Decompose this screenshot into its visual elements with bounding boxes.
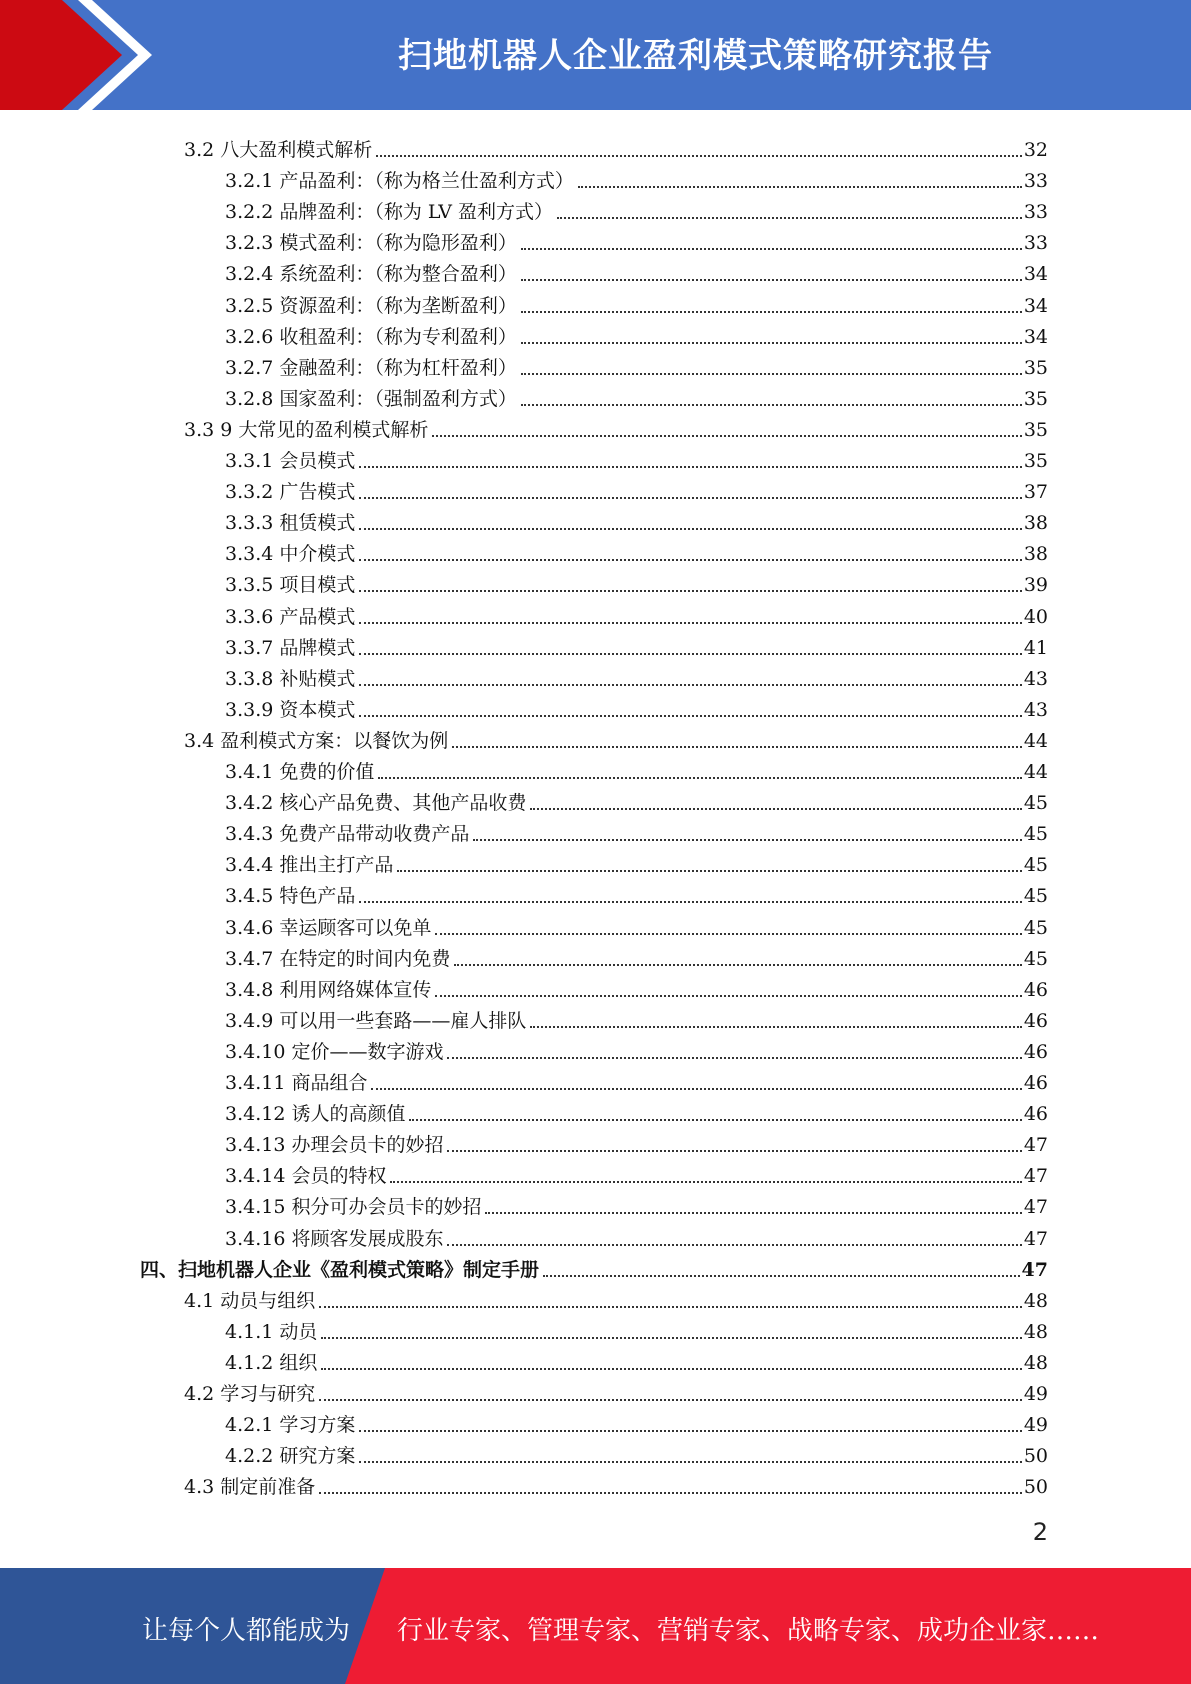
toc-entry-page: 47 [1023, 1227, 1048, 1250]
page-header [0, 0, 1191, 110]
toc-leader-dots [359, 879, 1021, 903]
toc-entry-page: 45 [1023, 947, 1048, 970]
toc-leader-dots [319, 1284, 1022, 1308]
toc-entry-label: 3.4.13 办理会员卡的妙招 [225, 1134, 444, 1157]
toc-entry[interactable] [225, 161, 1048, 192]
toc-entry-page: 46 [1023, 978, 1048, 1001]
toc-entry-page: 48 [1023, 1320, 1048, 1343]
toc-leader-dots [359, 1439, 1021, 1463]
toc-entry[interactable] [225, 379, 1048, 410]
toc-entry-label: 4.2.2 研究方案 [225, 1445, 356, 1468]
toc-entry-page: 49 [1023, 1414, 1048, 1437]
toc-leader-dots [521, 320, 1022, 344]
toc-entry[interactable] [225, 908, 1048, 939]
toc-entry-label: 3.3.5 项目模式 [225, 574, 356, 597]
toc-entry[interactable] [225, 1125, 1048, 1156]
toc-leader-dots [319, 1470, 1022, 1494]
toc-entry-label: 3.3.3 租赁模式 [225, 512, 356, 535]
toc-entry-label: 3.4.2 核心产品免费、其他产品收费 [225, 792, 527, 815]
toc-entry-page: 48 [1023, 1351, 1048, 1374]
toc-entry[interactable] [225, 597, 1048, 628]
toc-leader-dots [452, 724, 1022, 748]
toc-entry[interactable] [225, 659, 1048, 690]
toc-entry[interactable] [184, 721, 1048, 752]
toc-entry-page: 37 [1023, 481, 1048, 504]
toc-entry-label: 3.4 盈利模式方案：以餐饮为例 [184, 729, 449, 752]
toc-entry-page: 34 [1023, 263, 1048, 286]
toc-entry-label: 3.4.15 积分可办会员卡的妙招 [225, 1196, 482, 1219]
toc-entry[interactable] [225, 970, 1048, 1001]
toc-leader-dots [447, 1035, 1021, 1059]
toc-entry[interactable] [225, 192, 1048, 223]
toc-entry-label: 3.4.11 商品组合 [225, 1072, 368, 1094]
toc-entry-label: 3.3.8 补贴模式 [225, 667, 356, 690]
toc-entry[interactable] [184, 1281, 1048, 1312]
toc-entry-label: 4.2 学习与研究 [184, 1383, 316, 1405]
toc-entry-label: 3.3.4 中介模式 [225, 543, 356, 566]
toc-entry[interactable] [225, 472, 1048, 503]
toc-leader-dots [371, 1066, 1021, 1090]
toc-entry[interactable] [225, 317, 1048, 348]
toc-entry-label: 4.1 动员与组织 [184, 1289, 316, 1312]
toc-leader-dots [543, 1253, 1020, 1277]
toc-leader-dots [376, 133, 1022, 157]
report-title: 扫地机器人企业盈利模式策略研究报告 [398, 36, 993, 76]
toc-entry[interactable] [225, 1219, 1048, 1250]
toc-leader-dots [521, 351, 1022, 375]
toc-leader-dots [378, 755, 1021, 779]
toc-entry[interactable] [225, 1436, 1048, 1467]
toc-entry[interactable] [225, 441, 1048, 472]
toc-entry-page: 45 [1023, 916, 1048, 939]
toc-leader-dots [359, 662, 1021, 686]
footer-slogan-left: 让每个人都能成为 [142, 1616, 351, 1646]
toc-entry-page: 44 [1023, 761, 1048, 783]
toc-leader-dots [359, 1408, 1021, 1432]
toc-entry-label: 3.3.2 广告模式 [225, 481, 356, 504]
toc-leader-dots [578, 164, 1022, 188]
toc-entry-label: 3.4.3 免费产品带动收费产品 [225, 823, 470, 846]
toc-leader-dots [321, 1346, 1021, 1370]
toc-entry-page: 45 [1023, 792, 1048, 815]
toc-entry-label: 3.2.5 资源盈利：（称为垄断盈利） [225, 294, 517, 317]
toc-entry[interactable] [225, 1032, 1048, 1063]
toc-entry-page: 39 [1023, 574, 1048, 597]
toc-leader-dots [359, 444, 1021, 468]
toc-entry-label: 3.4.8 利用网络媒体宣传 [225, 978, 432, 1001]
page-footer [0, 1568, 1191, 1684]
toc-entry[interactable] [225, 752, 1048, 783]
toc-entry-page: 38 [1023, 512, 1048, 535]
toc-entry-page: 47 [1023, 1196, 1048, 1219]
toc-entry-label: 3.4.14 会员的特权 [225, 1165, 387, 1188]
toc-leader-dots [432, 413, 1021, 437]
page-number: 2 [1032, 1518, 1048, 1546]
toc-entry[interactable] [225, 534, 1048, 565]
toc-entry-page: 47 [1023, 1165, 1048, 1188]
toc-entry[interactable] [225, 1187, 1048, 1218]
toc-entry-page: 45 [1023, 885, 1048, 908]
toc-entry-label: 4.1.2 组织 [225, 1351, 318, 1374]
toc-leader-dots [359, 475, 1021, 499]
toc-entry[interactable] [184, 1374, 1048, 1405]
toc-entry-label: 3.4.16 将顾客发展成股东 [225, 1227, 444, 1250]
toc-entry-page: 46 [1023, 1103, 1048, 1126]
toc-entry-page: 46 [1023, 1040, 1048, 1063]
toc-entry[interactable] [225, 1001, 1048, 1032]
toc-entry-label: 3.3.6 产品模式 [225, 605, 356, 628]
toc-entry[interactable] [225, 845, 1048, 876]
toc-leader-dots [390, 1159, 1021, 1183]
toc-entry-page: 35 [1023, 387, 1048, 410]
toc-entry-label: 3.2.7 金融盈利：（称为杠杆盈利） [225, 356, 517, 379]
toc-entry-label: 3.3.7 品牌模式 [225, 636, 356, 659]
toc-leader-dots [530, 786, 1021, 810]
toc-entry-page: 43 [1023, 667, 1048, 690]
toc-leader-dots [485, 1190, 1021, 1214]
toc-entry[interactable] [225, 254, 1048, 285]
toc-entry[interactable] [225, 1405, 1048, 1436]
toc-entry[interactable] [225, 628, 1048, 659]
toc-entry-page: 44 [1023, 729, 1048, 752]
toc-entry-page: 35 [1023, 450, 1048, 472]
toc-entry[interactable] [225, 1063, 1048, 1094]
toc-entry[interactable] [225, 939, 1048, 970]
toc-entry[interactable] [225, 876, 1048, 907]
toc-entry-page: 33 [1023, 201, 1048, 224]
toc-entry-label: 3.4.12 诱人的高颜值 [225, 1103, 406, 1126]
toc-leader-dots [359, 506, 1021, 530]
toc-leader-dots [530, 1004, 1021, 1028]
toc-entry-page: 34 [1023, 294, 1048, 317]
toc-entry-page: 50 [1023, 1476, 1048, 1499]
toc-entry[interactable] [184, 130, 1048, 161]
toc-leader-dots [409, 1097, 1021, 1121]
toc-entry-label: 3.3 9 大常见的盈利模式解析 [184, 418, 429, 441]
toc-entry-label: 3.2.8 国家盈利：（强制盈利方式） [225, 387, 517, 410]
toc-entry[interactable] [225, 783, 1048, 814]
toc-entry-label: 3.2 八大盈利模式解析 [184, 139, 373, 161]
toc-entry-label: 3.2.6 收租盈利：（称为专利盈利） [225, 325, 517, 348]
toc-entry-label: 4.2.1 学习方案 [225, 1414, 356, 1437]
toc-leader-dots [473, 817, 1021, 841]
toc-entry-label: 3.4.4 推出主打产品 [225, 854, 394, 877]
toc-leader-dots [359, 631, 1021, 655]
toc-entry-page: 46 [1023, 1009, 1048, 1032]
toc-entry[interactable] [225, 1312, 1048, 1343]
toc-entry-page: 33 [1023, 170, 1048, 193]
toc-leader-dots [435, 911, 1021, 935]
toc-entry-page: 46 [1023, 1072, 1048, 1094]
toc-entry-label: 四、扫地机器人企业《盈利模式策略》制定手册 [140, 1258, 540, 1281]
toc-entry-page: 50 [1023, 1445, 1048, 1468]
toc-entry-label: 3.4.9 可以用一些套路——雇人排队 [225, 1009, 527, 1032]
toc-leader-dots [319, 1377, 1022, 1401]
toc-entry-label: 3.4.10 定价——数字游戏 [225, 1040, 444, 1063]
toc-leader-dots [321, 1315, 1021, 1339]
toc-entry-label: 3.4.7 在特定的时间内免费 [225, 947, 451, 970]
toc-entry[interactable] [225, 1156, 1048, 1187]
toc-leader-dots [397, 848, 1021, 872]
toc-leader-dots [447, 1222, 1021, 1246]
toc-entry-label: 3.2.2 品牌盈利：（称为 LV 盈利方式） [225, 201, 554, 224]
toc-leader-dots [359, 568, 1021, 592]
toc-leader-dots [435, 973, 1021, 997]
toc-entry-page: 41 [1023, 636, 1048, 659]
toc-entry-label: 3.4.6 幸运顾客可以免单 [225, 916, 432, 939]
toc-entry[interactable] [225, 1094, 1048, 1125]
toc-entry-page: 48 [1023, 1289, 1048, 1312]
toc-entry-page: 35 [1023, 418, 1048, 441]
toc-leader-dots [521, 289, 1022, 313]
toc-entry[interactable] [225, 286, 1048, 317]
toc-entry-label: 4.1.1 动员 [225, 1320, 318, 1343]
toc-entry[interactable] [225, 690, 1048, 721]
toc-entry[interactable] [225, 1343, 1048, 1374]
header-arrow-icon [0, 0, 200, 110]
toc-entry-label: 3.2.1 产品盈利：（称为格兰仕盈利方式） [225, 170, 574, 193]
toc-entry[interactable] [225, 223, 1048, 254]
toc-entry[interactable] [184, 410, 1048, 441]
toc-leader-dots [521, 382, 1022, 406]
toc-leader-dots [557, 195, 1022, 219]
toc-entry-label: 3.2.3 模式盈利：（称为隐形盈利） [225, 232, 517, 255]
toc-entry-page: 45 [1023, 854, 1048, 877]
toc-entry-page: 49 [1023, 1383, 1048, 1405]
toc-entry[interactable] [140, 1250, 1048, 1281]
toc-entry-label: 3.3.9 资本模式 [225, 698, 356, 721]
footer-slogan-right: 行业专家、管理专家、营销专家、战略专家、成功企业家…… [397, 1616, 1100, 1646]
toc-entry-label: 3.4.5 特色产品 [225, 885, 356, 908]
toc-leader-dots [454, 942, 1021, 966]
toc-entry-page: 38 [1023, 543, 1048, 566]
toc-leader-dots [359, 693, 1021, 717]
toc-entry[interactable] [225, 565, 1048, 596]
toc-entry-page: 33 [1023, 232, 1048, 255]
toc-leader-dots [447, 1128, 1021, 1152]
toc-entry[interactable] [225, 348, 1048, 379]
toc-entry-page: 32 [1023, 139, 1048, 161]
toc-entry-page: 34 [1023, 325, 1048, 348]
toc-entry-page: 47 [1021, 1258, 1048, 1281]
toc-leader-dots [359, 537, 1021, 561]
toc-entry-label: 3.3.1 会员模式 [225, 450, 356, 472]
toc-entry-label: 3.4.1 免费的价值 [225, 761, 375, 783]
toc-leader-dots [521, 226, 1022, 250]
toc-entry-page: 43 [1023, 698, 1048, 721]
toc-entry-label: 3.2.4 系统盈利：（称为整合盈利） [225, 263, 517, 286]
toc-entry-page: 47 [1023, 1134, 1048, 1157]
toc-entry[interactable] [225, 503, 1048, 534]
toc-leader-dots [521, 257, 1022, 281]
toc-entry-page: 45 [1023, 823, 1048, 846]
toc-entry[interactable] [184, 1467, 1048, 1498]
toc-entry-label: 4.3 制定前准备 [184, 1476, 316, 1499]
toc-leader-dots [359, 600, 1021, 624]
toc-entry-page: 40 [1023, 605, 1048, 628]
toc-entry-page: 35 [1023, 356, 1048, 379]
toc-entry[interactable] [225, 814, 1048, 845]
